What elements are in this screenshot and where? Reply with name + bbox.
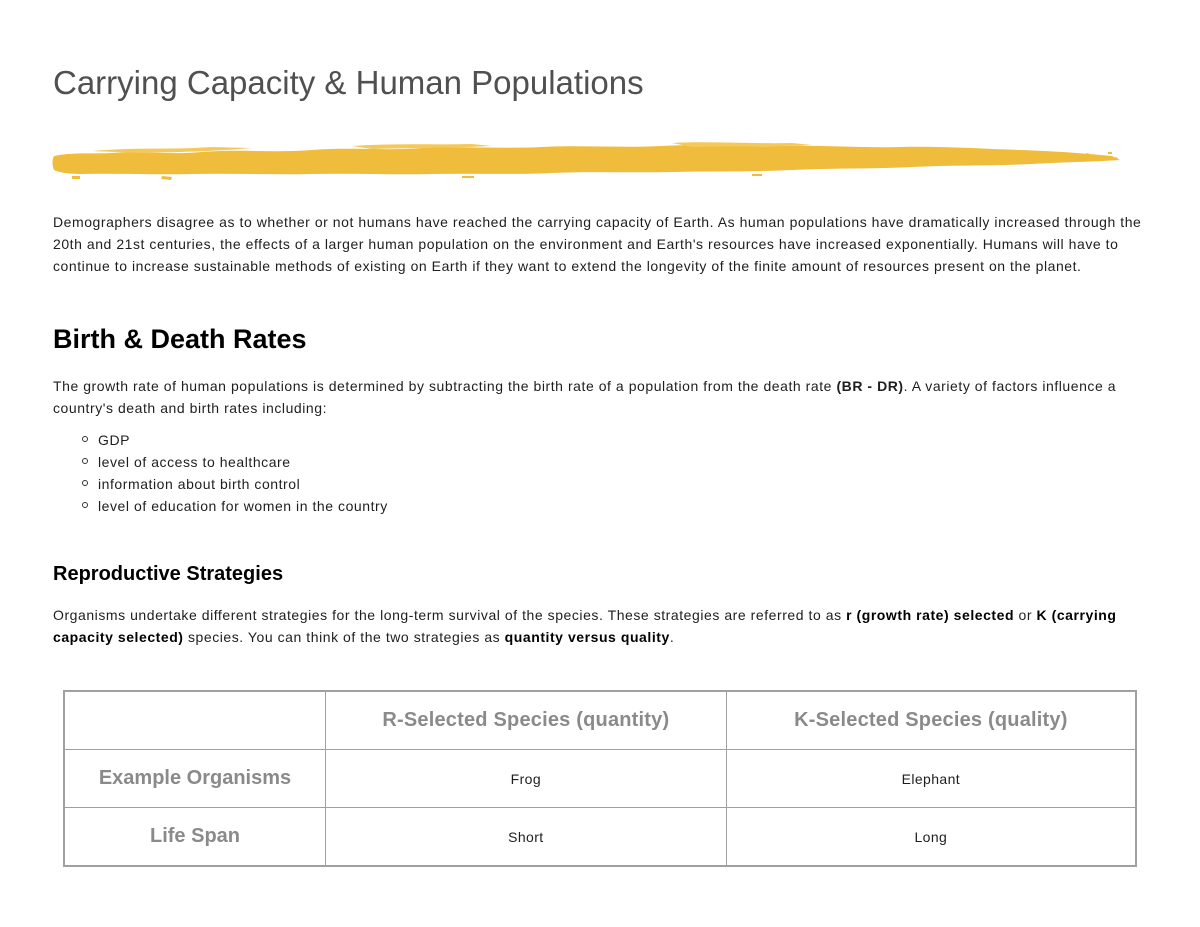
header-k-selected: K-Selected Species (quality) <box>726 691 1136 750</box>
cell-r-example: Frog <box>325 750 726 808</box>
repro-bold-quantity-quality: quantity versus quality <box>504 629 670 645</box>
growth-text-1: The growth rate of human populations is determined by subtracting the birth rate of a population from the death rate <box>53 378 837 394</box>
bullet-circle-icon <box>82 480 88 486</box>
list-item <box>80 473 388 495</box>
list-item-text: information about birth control <box>98 476 301 492</box>
list-item-text: level of access to healthcare <box>98 454 291 470</box>
cell-k-life-span: Long <box>726 808 1136 867</box>
repro-text-3: species. You can think of the two strategies as <box>183 629 505 645</box>
factors-list <box>80 429 388 517</box>
birth-death-heading: Birth & Death Rates <box>53 324 307 354</box>
repro-bold-r: r (growth rate) selected <box>846 607 1015 623</box>
yellow-brush-stroke-divider <box>52 138 1124 184</box>
list-item-text: GDP <box>98 432 130 448</box>
repro-text-4: . <box>669 629 675 645</box>
page-title: Carrying Capacity & Human Populations <box>53 64 644 101</box>
reproductive-strategies-heading: Reproductive Strategies <box>53 563 284 585</box>
repro-text-1: Organisms undertake different strategies for the long-term survival of the species. These strategies are referred to as <box>53 607 847 623</box>
species-comparison-table <box>63 690 1137 867</box>
growth-text-bold: (BR - DR) <box>836 378 904 394</box>
table-row <box>64 750 1136 808</box>
list-item <box>80 451 388 473</box>
row-label-example-organisms: Example Organisms <box>64 750 325 808</box>
table-header-row <box>64 691 1136 750</box>
list-item-text: level of education for women in the country <box>98 498 388 514</box>
bullet-circle-icon <box>82 502 88 508</box>
cell-r-life-span: Short <box>325 808 726 867</box>
row-label-life-span: Life Span <box>64 808 325 867</box>
reproductive-paragraph <box>53 604 1143 648</box>
list-item <box>80 495 388 517</box>
growth-text-2: . A variety of factors influence a country's death and birth rates including: <box>53 378 1117 416</box>
table-header-empty-cell <box>64 691 325 750</box>
growth-rate-paragraph <box>53 375 1143 419</box>
intro-paragraph: Demographers disagree as to whether or not humans have reached the carrying capacity of Earth. As human populations have dramatically increased through the 20th and 21st centuries, the effects of a larger human population on the environment and Earth's resources have increased exponentially. Humans will have to continue to increase sustainable methods of existing on Earth if they want to extend the longevity of the finite amount of resources present on the planet. <box>53 214 1142 274</box>
repro-bold-k: K (carrying capacity selected) <box>53 607 1117 645</box>
bullet-circle-icon <box>82 458 88 464</box>
cell-k-example: Elephant <box>726 750 1136 808</box>
header-r-selected: R-Selected Species (quantity) <box>325 691 726 750</box>
table-row <box>64 808 1136 867</box>
bullet-circle-icon <box>82 436 88 442</box>
repro-text-2: or <box>1014 607 1037 623</box>
list-item <box>80 429 388 451</box>
